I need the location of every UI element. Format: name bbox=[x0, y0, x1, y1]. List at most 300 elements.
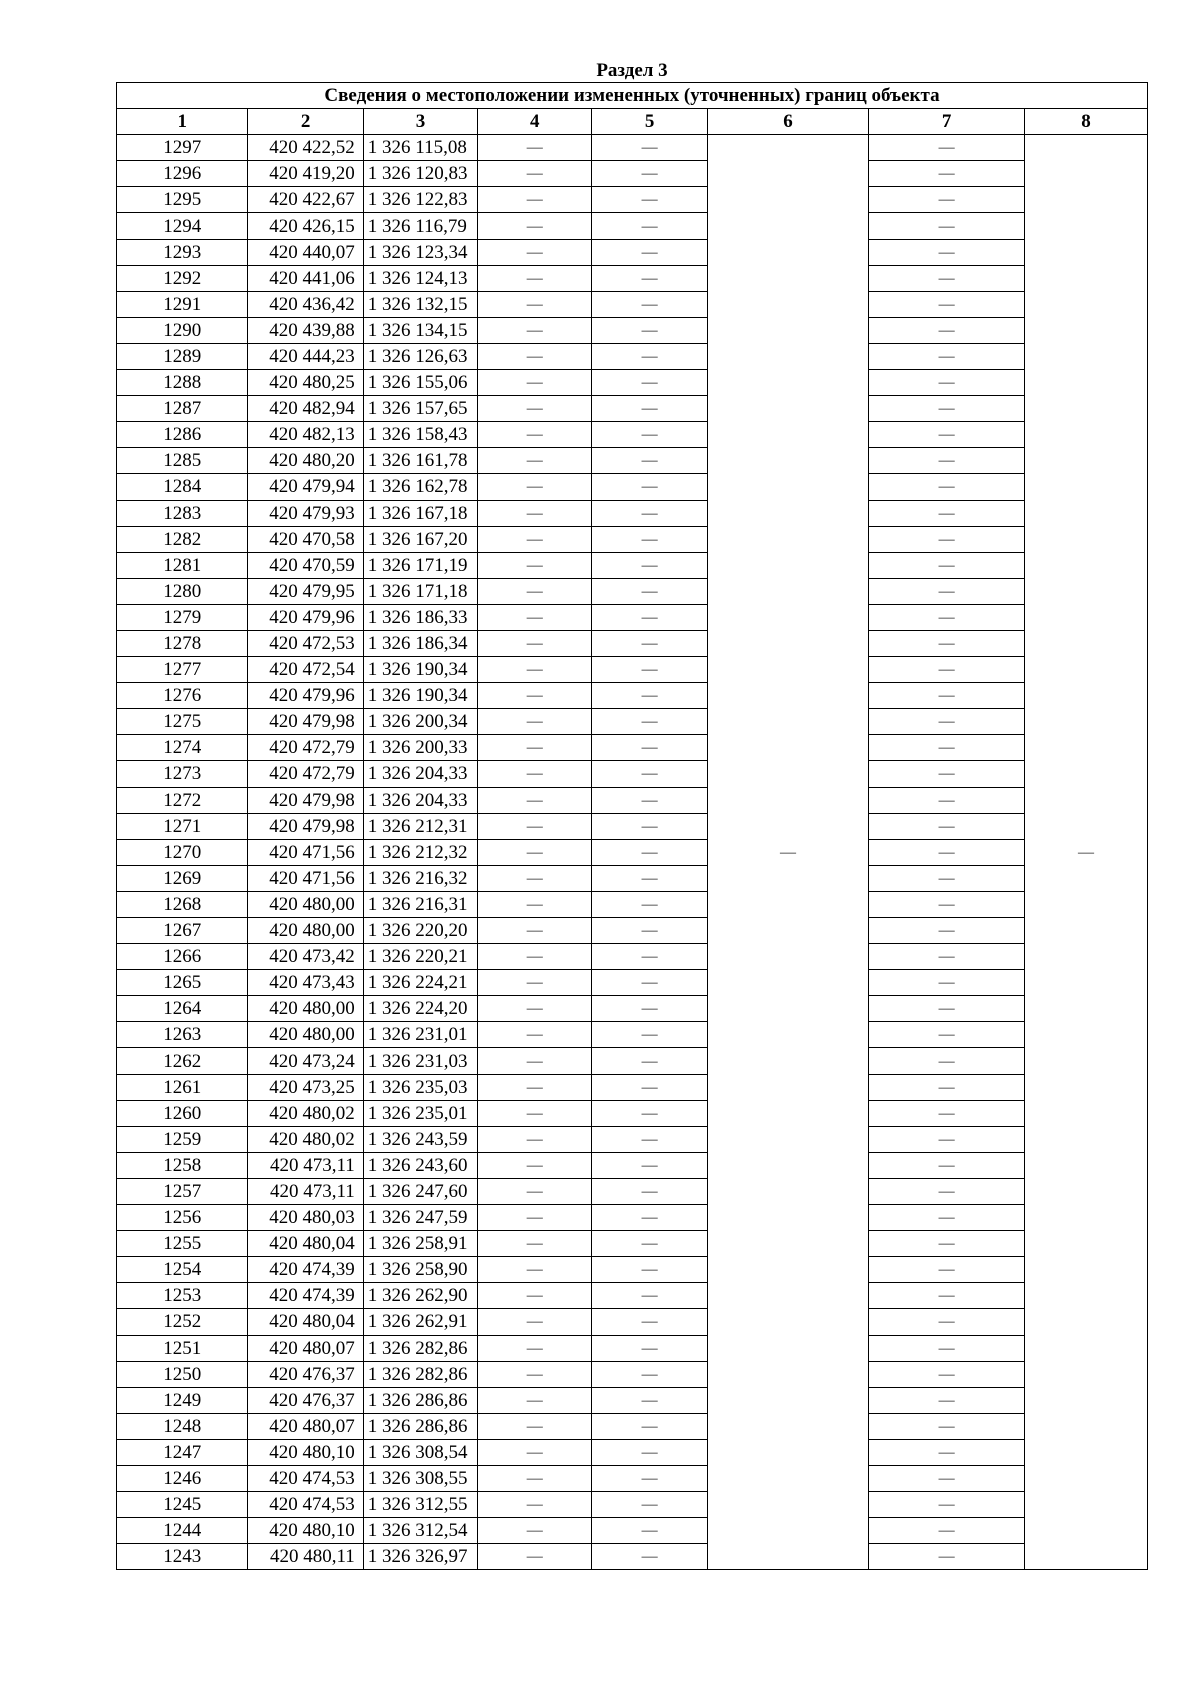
y-coordinate-cell: 1 326 308,55 bbox=[363, 1465, 477, 1491]
col5-dash-cell: — bbox=[592, 1387, 707, 1413]
table-row bbox=[117, 1413, 1148, 1439]
col5-dash-cell: — bbox=[592, 1465, 707, 1491]
x-coordinate-cell: 420 479,96 bbox=[248, 683, 363, 709]
point-number-cell: 1268 bbox=[117, 891, 248, 917]
x-coordinate-cell: 420 480,20 bbox=[248, 448, 363, 474]
col4-dash-cell: — bbox=[478, 526, 592, 552]
point-number-cell: 1287 bbox=[117, 396, 248, 422]
col4-dash-cell: — bbox=[478, 709, 592, 735]
table-row bbox=[117, 552, 1148, 578]
col4-dash-cell: — bbox=[478, 1074, 592, 1100]
col7-dash-cell: — bbox=[869, 396, 1025, 422]
x-coordinate-cell: 420 419,20 bbox=[248, 161, 363, 187]
col4-dash-cell: — bbox=[478, 944, 592, 970]
col5-dash-cell: — bbox=[592, 317, 707, 343]
point-number-cell: 1295 bbox=[117, 187, 248, 213]
col7-dash-cell: — bbox=[869, 1544, 1025, 1570]
col5-dash-cell: — bbox=[592, 1283, 707, 1309]
table-row bbox=[117, 996, 1148, 1022]
point-number-cell: 1263 bbox=[117, 1022, 248, 1048]
col4-dash-cell: — bbox=[478, 1257, 592, 1283]
col4-dash-cell: — bbox=[478, 239, 592, 265]
col4-dash-cell: — bbox=[478, 918, 592, 944]
point-number-cell: 1273 bbox=[117, 761, 248, 787]
y-coordinate-cell: 1 326 216,32 bbox=[363, 865, 477, 891]
col4-dash-cell: — bbox=[478, 1518, 592, 1544]
x-coordinate-cell: 420 473,24 bbox=[248, 1048, 363, 1074]
y-coordinate-cell: 1 326 224,21 bbox=[363, 970, 477, 996]
x-coordinate-cell: 420 474,39 bbox=[248, 1257, 363, 1283]
x-coordinate-cell: 420 440,07 bbox=[248, 239, 363, 265]
col5-dash-cell: — bbox=[592, 213, 707, 239]
col5-dash-cell: — bbox=[592, 813, 707, 839]
col5-dash-cell: — bbox=[592, 996, 707, 1022]
point-number-cell: 1278 bbox=[117, 630, 248, 656]
col7-dash-cell: — bbox=[869, 1413, 1025, 1439]
col5-dash-cell: — bbox=[592, 1413, 707, 1439]
col4-dash-cell: — bbox=[478, 1544, 592, 1570]
col7-dash-cell: — bbox=[869, 239, 1025, 265]
point-number-cell: 1272 bbox=[117, 787, 248, 813]
col5-dash-cell: — bbox=[592, 343, 707, 369]
table-row bbox=[117, 1022, 1148, 1048]
col7-dash-cell: — bbox=[869, 1074, 1025, 1100]
col5-dash-cell: — bbox=[592, 944, 707, 970]
y-coordinate-cell: 1 326 186,33 bbox=[363, 604, 477, 630]
col7-dash-cell: — bbox=[869, 944, 1025, 970]
col5-dash-cell: — bbox=[592, 1518, 707, 1544]
table-row bbox=[117, 474, 1148, 500]
x-coordinate-cell: 420 480,02 bbox=[248, 1126, 363, 1152]
y-coordinate-cell: 1 326 282,86 bbox=[363, 1335, 477, 1361]
y-coordinate-cell: 1 326 312,55 bbox=[363, 1492, 477, 1518]
table-row bbox=[117, 1152, 1148, 1178]
col4-dash-cell: — bbox=[478, 891, 592, 917]
point-number-cell: 1250 bbox=[117, 1361, 248, 1387]
col5-dash-cell: — bbox=[592, 1152, 707, 1178]
table-row bbox=[117, 1205, 1148, 1231]
x-coordinate-cell: 420 480,00 bbox=[248, 1022, 363, 1048]
col7-dash-cell: — bbox=[869, 761, 1025, 787]
point-number-cell: 1284 bbox=[117, 474, 248, 500]
x-coordinate-cell: 420 470,58 bbox=[248, 526, 363, 552]
point-number-cell: 1251 bbox=[117, 1335, 248, 1361]
col7-dash-cell: — bbox=[869, 813, 1025, 839]
col7-dash-cell: — bbox=[869, 1492, 1025, 1518]
column-header: 6 bbox=[707, 109, 868, 135]
y-coordinate-cell: 1 326 122,83 bbox=[363, 187, 477, 213]
col7-dash-cell: — bbox=[869, 1100, 1025, 1126]
col7-dash-cell: — bbox=[869, 1335, 1025, 1361]
col5-dash-cell: — bbox=[592, 891, 707, 917]
y-coordinate-cell: 1 326 162,78 bbox=[363, 474, 477, 500]
col7-dash-cell: — bbox=[869, 1465, 1025, 1491]
col7-dash-cell: — bbox=[869, 1518, 1025, 1544]
x-coordinate-cell: 420 441,06 bbox=[248, 265, 363, 291]
col7-dash-cell: — bbox=[869, 526, 1025, 552]
point-number-cell: 1294 bbox=[117, 213, 248, 239]
table-row bbox=[117, 787, 1148, 813]
y-coordinate-cell: 1 326 124,13 bbox=[363, 265, 477, 291]
col4-dash-cell: — bbox=[478, 422, 592, 448]
y-coordinate-cell: 1 326 204,33 bbox=[363, 761, 477, 787]
x-coordinate-cell: 420 474,53 bbox=[248, 1492, 363, 1518]
col5-dash-cell: — bbox=[592, 1335, 707, 1361]
y-coordinate-cell: 1 326 262,90 bbox=[363, 1283, 477, 1309]
table-row bbox=[117, 1178, 1148, 1204]
col7-dash-cell: — bbox=[869, 630, 1025, 656]
x-coordinate-cell: 420 436,42 bbox=[248, 291, 363, 317]
x-coordinate-cell: 420 422,52 bbox=[248, 135, 363, 161]
y-coordinate-cell: 1 326 243,59 bbox=[363, 1126, 477, 1152]
table-row bbox=[117, 578, 1148, 604]
table-row bbox=[117, 1257, 1148, 1283]
col5-dash-cell: — bbox=[592, 291, 707, 317]
col5-dash-cell: — bbox=[592, 448, 707, 474]
col5-dash-cell: — bbox=[592, 865, 707, 891]
x-coordinate-cell: 420 473,11 bbox=[248, 1178, 363, 1204]
col4-dash-cell: — bbox=[478, 1048, 592, 1074]
col4-dash-cell: — bbox=[478, 1126, 592, 1152]
col4-dash-cell: — bbox=[478, 187, 592, 213]
col5-dash-cell: — bbox=[592, 396, 707, 422]
x-coordinate-cell: 420 480,04 bbox=[248, 1309, 363, 1335]
col4-dash-cell: — bbox=[478, 500, 592, 526]
y-coordinate-cell: 1 326 312,54 bbox=[363, 1518, 477, 1544]
table-row bbox=[117, 1074, 1148, 1100]
point-number-cell: 1252 bbox=[117, 1309, 248, 1335]
col5-dash-cell: — bbox=[592, 1100, 707, 1126]
col6-merged-cell: — bbox=[707, 135, 868, 1570]
table-row bbox=[117, 1518, 1148, 1544]
column-header-row bbox=[117, 109, 1148, 135]
table-body bbox=[117, 135, 1148, 1570]
col4-dash-cell: — bbox=[478, 970, 592, 996]
col4-dash-cell: — bbox=[478, 552, 592, 578]
col7-dash-cell: — bbox=[869, 787, 1025, 813]
col5-dash-cell: — bbox=[592, 918, 707, 944]
col4-dash-cell: — bbox=[478, 370, 592, 396]
column-header: 4 bbox=[478, 109, 592, 135]
col5-dash-cell: — bbox=[592, 657, 707, 683]
col4-dash-cell: — bbox=[478, 578, 592, 604]
y-coordinate-cell: 1 326 120,83 bbox=[363, 161, 477, 187]
col5-dash-cell: — bbox=[592, 630, 707, 656]
col5-dash-cell: — bbox=[592, 1048, 707, 1074]
point-number-cell: 1248 bbox=[117, 1413, 248, 1439]
y-coordinate-cell: 1 326 204,33 bbox=[363, 787, 477, 813]
col5-dash-cell: — bbox=[592, 1126, 707, 1152]
y-coordinate-cell: 1 326 235,01 bbox=[363, 1100, 477, 1126]
point-number-cell: 1244 bbox=[117, 1518, 248, 1544]
col4-dash-cell: — bbox=[478, 135, 592, 161]
table-row bbox=[117, 865, 1148, 891]
col5-dash-cell: — bbox=[592, 239, 707, 265]
table-row bbox=[117, 709, 1148, 735]
col7-dash-cell: — bbox=[869, 918, 1025, 944]
y-coordinate-cell: 1 326 171,18 bbox=[363, 578, 477, 604]
col4-dash-cell: — bbox=[478, 839, 592, 865]
boundary-table bbox=[116, 82, 1148, 1570]
table-row bbox=[117, 1126, 1148, 1152]
x-coordinate-cell: 420 476,37 bbox=[248, 1387, 363, 1413]
point-number-cell: 1274 bbox=[117, 735, 248, 761]
y-coordinate-cell: 1 326 157,65 bbox=[363, 396, 477, 422]
column-header: 2 bbox=[248, 109, 363, 135]
col5-dash-cell: — bbox=[592, 474, 707, 500]
point-number-cell: 1288 bbox=[117, 370, 248, 396]
col7-dash-cell: — bbox=[869, 1048, 1025, 1074]
x-coordinate-cell: 420 480,07 bbox=[248, 1335, 363, 1361]
col4-dash-cell: — bbox=[478, 1413, 592, 1439]
col7-dash-cell: — bbox=[869, 1178, 1025, 1204]
point-number-cell: 1265 bbox=[117, 970, 248, 996]
table-row bbox=[117, 135, 1148, 161]
y-coordinate-cell: 1 326 247,60 bbox=[363, 1178, 477, 1204]
col7-dash-cell: — bbox=[869, 683, 1025, 709]
x-coordinate-cell: 420 472,79 bbox=[248, 761, 363, 787]
col4-dash-cell: — bbox=[478, 1361, 592, 1387]
column-header: 1 bbox=[117, 109, 248, 135]
col7-dash-cell: — bbox=[869, 552, 1025, 578]
table-row bbox=[117, 761, 1148, 787]
col7-dash-cell: — bbox=[869, 865, 1025, 891]
col7-dash-cell: — bbox=[869, 370, 1025, 396]
y-coordinate-cell: 1 326 326,97 bbox=[363, 1544, 477, 1570]
column-header: 3 bbox=[363, 109, 477, 135]
col7-dash-cell: — bbox=[869, 735, 1025, 761]
point-number-cell: 1281 bbox=[117, 552, 248, 578]
x-coordinate-cell: 420 479,93 bbox=[248, 500, 363, 526]
col5-dash-cell: — bbox=[592, 1492, 707, 1518]
col7-dash-cell: — bbox=[869, 996, 1025, 1022]
col5-dash-cell: — bbox=[592, 735, 707, 761]
col7-dash-cell: — bbox=[869, 265, 1025, 291]
point-number-cell: 1258 bbox=[117, 1152, 248, 1178]
x-coordinate-cell: 420 480,11 bbox=[248, 1544, 363, 1570]
point-number-cell: 1275 bbox=[117, 709, 248, 735]
x-coordinate-cell: 420 480,00 bbox=[248, 891, 363, 917]
table-row bbox=[117, 1387, 1148, 1413]
col7-dash-cell: — bbox=[869, 709, 1025, 735]
table-row bbox=[117, 1100, 1148, 1126]
col5-dash-cell: — bbox=[592, 1361, 707, 1387]
table-row bbox=[117, 891, 1148, 917]
point-number-cell: 1245 bbox=[117, 1492, 248, 1518]
x-coordinate-cell: 420 482,94 bbox=[248, 396, 363, 422]
column-header: 7 bbox=[869, 109, 1025, 135]
table-title: Сведения о местоположении измененных (уточненных) границ объекта bbox=[117, 83, 1148, 109]
y-coordinate-cell: 1 326 116,79 bbox=[363, 213, 477, 239]
table-row bbox=[117, 657, 1148, 683]
col5-dash-cell: — bbox=[592, 709, 707, 735]
col7-dash-cell: — bbox=[869, 213, 1025, 239]
table-row bbox=[117, 422, 1148, 448]
table-row bbox=[117, 343, 1148, 369]
col4-dash-cell: — bbox=[478, 1022, 592, 1048]
x-coordinate-cell: 420 479,98 bbox=[248, 709, 363, 735]
col7-dash-cell: — bbox=[869, 343, 1025, 369]
col7-dash-cell: — bbox=[869, 1231, 1025, 1257]
y-coordinate-cell: 1 326 308,54 bbox=[363, 1439, 477, 1465]
x-coordinate-cell: 420 474,53 bbox=[248, 1465, 363, 1491]
point-number-cell: 1293 bbox=[117, 239, 248, 265]
y-coordinate-cell: 1 326 190,34 bbox=[363, 657, 477, 683]
y-coordinate-cell: 1 326 212,32 bbox=[363, 839, 477, 865]
y-coordinate-cell: 1 326 171,19 bbox=[363, 552, 477, 578]
table-row bbox=[117, 187, 1148, 213]
col7-dash-cell: — bbox=[869, 970, 1025, 996]
x-coordinate-cell: 420 479,94 bbox=[248, 474, 363, 500]
col7-dash-cell: — bbox=[869, 291, 1025, 317]
table-row bbox=[117, 683, 1148, 709]
y-coordinate-cell: 1 326 158,43 bbox=[363, 422, 477, 448]
x-coordinate-cell: 420 480,04 bbox=[248, 1231, 363, 1257]
col5-dash-cell: — bbox=[592, 500, 707, 526]
col7-dash-cell: — bbox=[869, 839, 1025, 865]
col7-dash-cell: — bbox=[869, 1257, 1025, 1283]
x-coordinate-cell: 420 439,88 bbox=[248, 317, 363, 343]
x-coordinate-cell: 420 422,67 bbox=[248, 187, 363, 213]
col4-dash-cell: — bbox=[478, 1178, 592, 1204]
col4-dash-cell: — bbox=[478, 604, 592, 630]
col7-dash-cell: — bbox=[869, 1205, 1025, 1231]
x-coordinate-cell: 420 479,95 bbox=[248, 578, 363, 604]
col4-dash-cell: — bbox=[478, 657, 592, 683]
point-number-cell: 1285 bbox=[117, 448, 248, 474]
col5-dash-cell: — bbox=[592, 1178, 707, 1204]
y-coordinate-cell: 1 326 243,60 bbox=[363, 1152, 477, 1178]
table-row bbox=[117, 1335, 1148, 1361]
point-number-cell: 1262 bbox=[117, 1048, 248, 1074]
col4-dash-cell: — bbox=[478, 1492, 592, 1518]
point-number-cell: 1264 bbox=[117, 996, 248, 1022]
y-coordinate-cell: 1 326 231,01 bbox=[363, 1022, 477, 1048]
y-coordinate-cell: 1 326 282,86 bbox=[363, 1361, 477, 1387]
table-row bbox=[117, 1309, 1148, 1335]
table-row bbox=[117, 918, 1148, 944]
point-number-cell: 1291 bbox=[117, 291, 248, 317]
y-coordinate-cell: 1 326 286,86 bbox=[363, 1387, 477, 1413]
col5-dash-cell: — bbox=[592, 265, 707, 291]
col4-dash-cell: — bbox=[478, 865, 592, 891]
document-page bbox=[116, 58, 1148, 1570]
x-coordinate-cell: 420 480,02 bbox=[248, 1100, 363, 1126]
point-number-cell: 1253 bbox=[117, 1283, 248, 1309]
y-coordinate-cell: 1 326 235,03 bbox=[363, 1074, 477, 1100]
x-coordinate-cell: 420 472,53 bbox=[248, 630, 363, 656]
table-row bbox=[117, 1439, 1148, 1465]
y-coordinate-cell: 1 326 262,91 bbox=[363, 1309, 477, 1335]
col4-dash-cell: — bbox=[478, 1100, 592, 1126]
x-coordinate-cell: 420 480,03 bbox=[248, 1205, 363, 1231]
y-coordinate-cell: 1 326 167,18 bbox=[363, 500, 477, 526]
point-number-cell: 1254 bbox=[117, 1257, 248, 1283]
col7-dash-cell: — bbox=[869, 1361, 1025, 1387]
col4-dash-cell: — bbox=[478, 787, 592, 813]
table-row bbox=[117, 239, 1148, 265]
x-coordinate-cell: 420 479,98 bbox=[248, 813, 363, 839]
y-coordinate-cell: 1 326 134,15 bbox=[363, 317, 477, 343]
point-number-cell: 1247 bbox=[117, 1439, 248, 1465]
table-row bbox=[117, 970, 1148, 996]
col5-dash-cell: — bbox=[592, 1257, 707, 1283]
point-number-cell: 1271 bbox=[117, 813, 248, 839]
point-number-cell: 1260 bbox=[117, 1100, 248, 1126]
col7-dash-cell: — bbox=[869, 448, 1025, 474]
col5-dash-cell: — bbox=[592, 787, 707, 813]
point-number-cell: 1259 bbox=[117, 1126, 248, 1152]
col4-dash-cell: — bbox=[478, 265, 592, 291]
col7-dash-cell: — bbox=[869, 1439, 1025, 1465]
x-coordinate-cell: 420 472,54 bbox=[248, 657, 363, 683]
col7-dash-cell: — bbox=[869, 1309, 1025, 1335]
table-row bbox=[117, 500, 1148, 526]
col5-dash-cell: — bbox=[592, 370, 707, 396]
y-coordinate-cell: 1 326 126,63 bbox=[363, 343, 477, 369]
column-header: 5 bbox=[592, 109, 707, 135]
column-header: 8 bbox=[1025, 109, 1148, 135]
col4-dash-cell: — bbox=[478, 1335, 592, 1361]
x-coordinate-cell: 420 480,25 bbox=[248, 370, 363, 396]
x-coordinate-cell: 420 473,42 bbox=[248, 944, 363, 970]
table-row bbox=[117, 813, 1148, 839]
col5-dash-cell: — bbox=[592, 578, 707, 604]
point-number-cell: 1261 bbox=[117, 1074, 248, 1100]
table-row bbox=[117, 1361, 1148, 1387]
col7-dash-cell: — bbox=[869, 657, 1025, 683]
point-number-cell: 1257 bbox=[117, 1178, 248, 1204]
y-coordinate-cell: 1 326 155,06 bbox=[363, 370, 477, 396]
col4-dash-cell: — bbox=[478, 1465, 592, 1491]
x-coordinate-cell: 420 480,10 bbox=[248, 1439, 363, 1465]
table-row bbox=[117, 370, 1148, 396]
col4-dash-cell: — bbox=[478, 761, 592, 787]
y-coordinate-cell: 1 326 258,91 bbox=[363, 1231, 477, 1257]
x-coordinate-cell: 420 472,79 bbox=[248, 735, 363, 761]
x-coordinate-cell: 420 476,37 bbox=[248, 1361, 363, 1387]
table-row bbox=[117, 526, 1148, 552]
col7-dash-cell: — bbox=[869, 500, 1025, 526]
col5-dash-cell: — bbox=[592, 422, 707, 448]
col5-dash-cell: — bbox=[592, 1439, 707, 1465]
col5-dash-cell: — bbox=[592, 839, 707, 865]
col5-dash-cell: — bbox=[592, 187, 707, 213]
point-number-cell: 1255 bbox=[117, 1231, 248, 1257]
col7-dash-cell: — bbox=[869, 1126, 1025, 1152]
point-number-cell: 1297 bbox=[117, 135, 248, 161]
x-coordinate-cell: 420 480,00 bbox=[248, 918, 363, 944]
col5-dash-cell: — bbox=[592, 604, 707, 630]
x-coordinate-cell: 420 444,23 bbox=[248, 343, 363, 369]
col4-dash-cell: — bbox=[478, 1387, 592, 1413]
x-coordinate-cell: 420 482,13 bbox=[248, 422, 363, 448]
col4-dash-cell: — bbox=[478, 630, 592, 656]
point-number-cell: 1290 bbox=[117, 317, 248, 343]
col7-dash-cell: — bbox=[869, 1283, 1025, 1309]
y-coordinate-cell: 1 326 231,03 bbox=[363, 1048, 477, 1074]
y-coordinate-cell: 1 326 115,08 bbox=[363, 135, 477, 161]
y-coordinate-cell: 1 326 216,31 bbox=[363, 891, 477, 917]
point-number-cell: 1289 bbox=[117, 343, 248, 369]
x-coordinate-cell: 420 473,11 bbox=[248, 1152, 363, 1178]
col4-dash-cell: — bbox=[478, 813, 592, 839]
y-coordinate-cell: 1 326 167,20 bbox=[363, 526, 477, 552]
point-number-cell: 1246 bbox=[117, 1465, 248, 1491]
table-row bbox=[117, 839, 1148, 865]
table-row bbox=[117, 291, 1148, 317]
y-coordinate-cell: 1 326 200,34 bbox=[363, 709, 477, 735]
